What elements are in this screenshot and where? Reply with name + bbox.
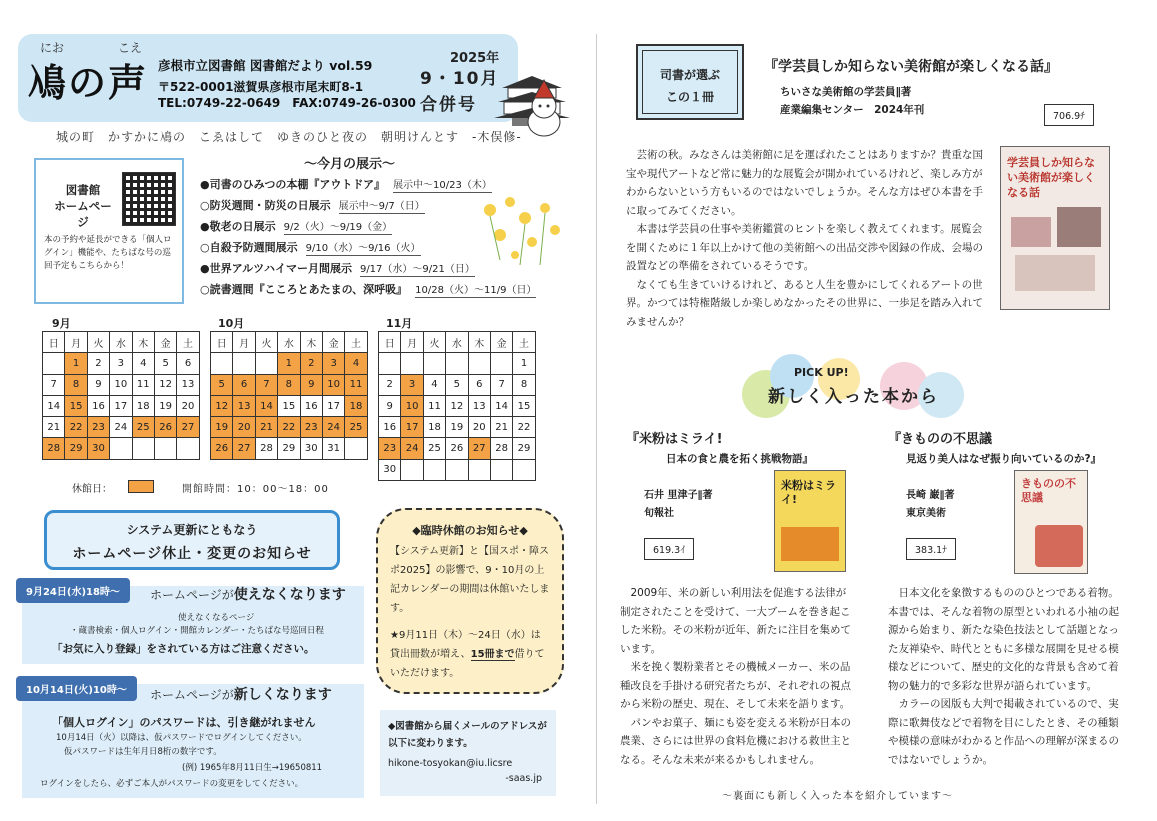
library-tel-fax: TEL:0749-22-0649 FAX:0749-26-0300 (158, 96, 416, 110)
book1-cover-title: 米粉はミライ! (781, 479, 836, 506)
calendar-day: 21 (43, 417, 65, 438)
calendar-day: 5 (211, 374, 233, 395)
calendar-day: 17 (401, 417, 423, 438)
calendar-weekday: 火 (255, 332, 277, 353)
calendar-day: 18 (345, 395, 367, 416)
calendar-weekday: 金 (322, 332, 344, 353)
exhibit-bullet: ● (200, 178, 210, 191)
calendar-day (423, 353, 445, 374)
calendar-day: 2 (379, 374, 401, 395)
calendar-day: 10 (401, 395, 423, 416)
calendar-day: 5 (154, 353, 176, 374)
exhibit-date: 9/2（火）～9/19（金） (283, 222, 393, 233)
calendar-day: 29 (278, 438, 300, 459)
calendar-oct-label: 10月 (218, 317, 245, 330)
calendar-day: 21 (255, 417, 277, 438)
book1-cover (774, 470, 846, 572)
homepage-qr-code[interactable] (122, 172, 176, 226)
calendar-day: 2 (87, 353, 109, 374)
calendar-day (255, 353, 277, 374)
exhibit-bullet: ● (200, 262, 210, 275)
calendar-day: 12 (211, 395, 233, 416)
calendar-day: 29 (65, 438, 87, 459)
calendar-day: 3 (322, 353, 344, 374)
calendar-day: 26 (446, 438, 468, 459)
calendar-weekday: 日 (43, 332, 65, 353)
librarian-pick-text: 芸術の秋。みなさんは美術館に足を運ばれたことはありますか？貴重な国宝や現代アートなど常に魅力的な展覧会が開かれているけれど、楽しみ方がわからないという方もいるのではないでしょうか。そんな方はぜひ本書を手に取ってみてください。 本書は学芸員の仕事や美術鑑賞のヒントを楽しく教えてくれます。展覧会を開くために１年以上かけて他の美術館への出品交渉や図録の作成、会場の設置などの準備をされているそうです。 なくても生きていけるけれど、あると人生を豊かにしてくれるアートの世界。かつては特権階級しか楽しめなかったその世界に、一歩足を踏み入れてみませんか？ (626, 149, 983, 328)
calendar-weekday: 水 (278, 332, 300, 353)
calendar-day: 12 (154, 374, 176, 395)
calendar-november (378, 331, 536, 481)
pickup-label: PICK UP! (794, 366, 849, 379)
calendar-day: 17 (322, 395, 344, 416)
book2-cover-title: きものの不思議 (1021, 477, 1076, 504)
calendar-day: 23 (300, 417, 322, 438)
calendar-weekday: 木 (468, 332, 490, 353)
calendar-day: 29 (513, 438, 535, 459)
footer-note: ～裏面にも新しく入った本を紹介しています～ (722, 791, 953, 802)
notice-block-1-title: ホームページが使えなくなります (150, 587, 346, 603)
calendar-day: 24 (322, 417, 344, 438)
library-address: 〒522-0001滋賀県彦根市尾末町8-1 (158, 80, 364, 94)
exhibit-item (200, 281, 590, 302)
notice-block-1-sub2: ・蔵書検索・個人ログイン・開館カレンダー・たちばな号巡回日程 (70, 626, 325, 636)
calendar-day: 3 (401, 374, 423, 395)
notice-block-1-date: 9月24日(水)18時～ (16, 578, 130, 603)
calendar-day: 8 (65, 374, 87, 395)
calendar-day: 8 (513, 374, 535, 395)
calendar-day: 28 (43, 438, 65, 459)
calendar-day: 26 (211, 438, 233, 459)
title-ruby-nio: にお (40, 41, 65, 55)
librarian-pick-cover-title: 学芸員しか知らない美術館が楽しくなる話 (1007, 156, 1095, 199)
calendar-day: 5 (446, 374, 468, 395)
calendar-day: 8 (278, 374, 300, 395)
calendar-weekday: 土 (345, 332, 367, 353)
calendar-day (154, 438, 176, 459)
book2-publisher: 東京美術 (906, 508, 946, 519)
calendar-day: 13 (177, 374, 199, 395)
calendar-day: 7 (255, 374, 277, 395)
notice-block-2-line2: 10月14日（火）以降は、仮パスワードでログインしてください。 (56, 733, 307, 743)
calendar-day: 30 (379, 459, 401, 480)
calendar-day: 6 (233, 374, 255, 395)
book2-text: 日本文化を象徴するもののひとつである着物。本書では、そんな着物の原型といわれる小袖の起源から始まり、新たな染色技法として話題となった友禅染や、時代とともに多様な展開を見せる模様などについて、歴史的文化的な背景も含めて着物の魅力的で多彩な世界が語られています。 カラーの図版も大判で掲載されているので、実際に歌舞伎などで着物を目にしたとき、その種類や模様の意味がわかると作品への理解が深まるのではないでしょうか。 (888, 587, 1119, 766)
calendar-day: 10 (110, 374, 132, 395)
issue-year: 2025年 (450, 51, 500, 66)
librarian-pick-call-number: 706.9ﾁ (1044, 104, 1094, 126)
calendar-day: 28 (490, 438, 512, 459)
calendar-day: 14 (255, 395, 277, 416)
calendar-weekday: 土 (177, 332, 199, 353)
calendar-weekday: 火 (87, 332, 109, 353)
homepage-box[interactable] (34, 158, 184, 304)
calendar-day: 9 (300, 374, 322, 395)
calendar-day: 23 (379, 438, 401, 459)
issue-combined: 合併号 (420, 95, 477, 115)
issue-months: 9・10月 (420, 69, 500, 89)
calendar-weekday: 月 (401, 332, 423, 353)
flower-decoration (470, 190, 570, 270)
calendar-day: 7 (490, 374, 512, 395)
exhibit-date: 展示中～9/7（日） (338, 201, 425, 212)
exhibit-name: 自殺予防週間展示 (209, 241, 298, 254)
notice-block-2-title: ホームページが新しくなります (150, 687, 332, 703)
calendar-day: 25 (345, 417, 367, 438)
book1-publisher: 旬報社 (644, 508, 674, 519)
calendar-day (513, 459, 535, 480)
calendar-day (446, 459, 468, 480)
calendar-day: 20 (233, 417, 255, 438)
calendar-day (43, 353, 65, 374)
calendar-weekday: 水 (446, 332, 468, 353)
notice-block-2-line3: 仮パスワードは生年月日8桁の数字です。 (64, 747, 222, 757)
book1-author: 石井 里津子∥著 (644, 490, 713, 501)
system-notice-heading (44, 510, 340, 570)
calendar-day: 30 (300, 438, 322, 459)
calendar-day: 21 (490, 417, 512, 438)
librarian-pick-publisher: 産業編集センター 2024年刊 (780, 104, 925, 116)
calendar-day: 2 (300, 353, 322, 374)
exhibits-title: ～今月の展示～ (304, 157, 396, 172)
calendar-day (468, 459, 490, 480)
calendar-day (233, 353, 255, 374)
exhibit-bullet: ○ (200, 283, 210, 296)
librarian-pick-author: ちいさな美術館の学芸員∥著 (780, 86, 912, 98)
calendar-weekday: 木 (132, 332, 154, 353)
calendar-day: 25 (423, 438, 445, 459)
exhibit-name: 防災週間・防災の日展示 (209, 199, 331, 212)
exhibit-date: 展示中～10/23（木） (393, 180, 492, 191)
calendar-day (490, 459, 512, 480)
calendar-day: 6 (177, 353, 199, 374)
legend-closed-swatch (128, 480, 154, 493)
calendar-day (110, 438, 132, 459)
mail-address-notice (380, 710, 556, 796)
calendar-day: 13 (233, 395, 255, 416)
calendar-day (177, 438, 199, 459)
exhibit-name: 世界アルツハイマー月間展示 (209, 262, 352, 275)
calendar-weekday: 火 (423, 332, 445, 353)
book1-subtitle: 日本の食と農を拓く挑戦物語』 (666, 453, 813, 465)
calendar-day: 14 (490, 395, 512, 416)
temp-closure-title: ◆臨時休館のお知らせ◆ (412, 524, 528, 537)
book1-title: 『米粉はミライ! (626, 432, 723, 447)
calendar-day: 16 (379, 417, 401, 438)
calendar-day (345, 438, 367, 459)
calendar-day: 11 (345, 374, 367, 395)
temp-closure-body: 【システム更新】と【国スポ・障スポ2025】の影響で、9・10月の上記カレンダーの期間は休館いたします。 (390, 546, 550, 614)
calendar-day: 16 (87, 395, 109, 416)
mail-notice-title: ◆図書館から届くメールのアドレスが以下に変わります。 (388, 721, 547, 749)
calendar-day: 4 (345, 353, 367, 374)
pickup-title: 新しく入った本から (768, 387, 939, 407)
calendar-day (423, 459, 445, 480)
calendar-nov-label: 11月 (386, 317, 413, 330)
temp-closure-lending: ★9月11日（木）～24日（水）は貸出冊数が増え、15冊まで借りていただけます。 (390, 630, 545, 679)
calendar-day: 17 (110, 395, 132, 416)
calendar-day: 22 (65, 417, 87, 438)
calendar-day: 6 (468, 374, 490, 395)
system-notice-line1: システム更新にともなう (126, 523, 258, 537)
calendar-day: 27 (468, 438, 490, 459)
calendar-day: 30 (87, 438, 109, 459)
calendar-day (211, 353, 233, 374)
calendar-weekday: 金 (154, 332, 176, 353)
calendar-day: 4 (423, 374, 445, 395)
librarian-pick-title: 『学芸員しか知らない美術館が楽しくなる話』 (764, 59, 1058, 75)
calendar-day: 22 (278, 417, 300, 438)
exhibit-name: 読書週間『こころとあたまの、深呼吸』 (209, 283, 408, 296)
opening-hours: 開館時間：10：00～18：00 (182, 484, 329, 495)
calendar-day: 1 (278, 353, 300, 374)
calendar-day (490, 353, 512, 374)
calendar-day (468, 353, 490, 374)
calendar-day: 3 (110, 353, 132, 374)
notice-block-1-sub1: 使えなくなるページ (178, 613, 255, 623)
homepage-title: 図書館 ホームページ (54, 183, 112, 229)
calendar-day: 1 (513, 353, 535, 374)
calendar-day: 11 (423, 395, 445, 416)
calendar-day: 16 (300, 395, 322, 416)
calendar-day: 15 (65, 395, 87, 416)
calendar-day: 19 (211, 417, 233, 438)
calendar-day (132, 438, 154, 459)
calendar-day: 26 (154, 417, 176, 438)
calendar-day (379, 353, 401, 374)
calendar-day: 11 (132, 374, 154, 395)
calendar-day: 24 (110, 417, 132, 438)
book1-call-number: 619.3ｲ (644, 538, 694, 560)
calendar-day: 4 (132, 353, 154, 374)
exhibit-name: 司書のひみつの本棚『アウトドア』 (209, 178, 386, 191)
librarian-pick-label2: この１冊 (665, 90, 714, 104)
newsletter-title: 鳰の声 (28, 61, 149, 105)
book2-author: 長崎 巌∥著 (906, 490, 955, 501)
newsletter-line: 彦根市立図書館 図書館だより vol.59 (158, 58, 373, 73)
notice-block-2-date: 10月14日(火)10時～ (16, 676, 137, 701)
homepage-description: 本の予約や延長ができる「個人ログイン」機能や、たちばな号の巡回予定もこちらから！ (44, 235, 172, 271)
book2-call-number: 383.1ﾅ (906, 538, 956, 560)
calendar-day: 22 (513, 417, 535, 438)
librarian-pick-badge (636, 44, 744, 120)
calendar-day (446, 353, 468, 374)
calendar-weekday: 日 (379, 332, 401, 353)
calendar-day: 19 (154, 395, 176, 416)
notice-block-2-line1: 「個人ログイン」のパスワードは、引き継がれません (52, 716, 316, 729)
calendar-day: 27 (177, 417, 199, 438)
temp-closure-notice (376, 508, 564, 694)
calendar-day: 14 (43, 395, 65, 416)
exhibit-date: 10/28（火）～11/9（日） (415, 285, 537, 296)
calendar-day: 20 (177, 395, 199, 416)
calendar-september (42, 331, 200, 460)
calendar-day: 18 (423, 417, 445, 438)
book2-cover (1014, 470, 1088, 574)
mail-address-line2: -saas.jp (505, 773, 542, 784)
exhibit-bullet: ○ (200, 199, 210, 212)
calendar-day: 13 (468, 395, 490, 416)
calendar-day: 20 (468, 417, 490, 438)
calendar-day: 15 (278, 395, 300, 416)
notice-block-2-line5: ログインをしたら、必ずご本人がパスワードの変更をしてください。 (40, 779, 304, 789)
calendar-day: 9 (379, 395, 401, 416)
exhibit-date: 9/10（水）～9/16（火） (305, 243, 421, 254)
calendar-day: 24 (401, 438, 423, 459)
notice-block-1-warning: 「お気に入り登録」をされている方はご注意ください。 (52, 643, 315, 655)
calendar-day: 7 (43, 374, 65, 395)
calendar-day: 15 (513, 395, 535, 416)
calendar-day: 12 (446, 395, 468, 416)
calendar-sep-label: 9月 (52, 317, 71, 330)
calendar-weekday: 日 (211, 332, 233, 353)
calendar-day: 10 (322, 374, 344, 395)
calendar-day: 23 (87, 417, 109, 438)
calendar-day: 1 (65, 353, 87, 374)
title-ruby-koe: こえ (118, 41, 143, 55)
librarian-pick-label1: 司書が選ぶ (659, 68, 720, 82)
book2-title: 『きものの不思議 (888, 432, 993, 447)
calendar-day: 25 (132, 417, 154, 438)
column-divider (596, 34, 597, 804)
calendar-day (401, 353, 423, 374)
book2-subtitle: 見返り美人はなぜ振り向いているのか?』 (906, 453, 1102, 465)
calendar-weekday: 金 (490, 332, 512, 353)
calendar-weekday: 月 (65, 332, 87, 353)
mail-address-line1: hikone-tosyokan@iu.licsre (388, 758, 513, 769)
calendar-day: 18 (132, 395, 154, 416)
calendar-weekday: 木 (300, 332, 322, 353)
notice-block-2-line4: (例) 1965年8月11日生→19650811 (182, 763, 323, 773)
calendar-weekday: 土 (513, 332, 535, 353)
calendar-day: 31 (322, 438, 344, 459)
calendar-weekday: 水 (110, 332, 132, 353)
calendar-day: 27 (233, 438, 255, 459)
calendar-october (210, 331, 368, 460)
exhibit-bullet: ● (200, 220, 210, 233)
calendar-day: 19 (446, 417, 468, 438)
exhibit-date: 9/17（水）～9/21（日） (359, 264, 475, 275)
book1-text: 2009年、米の新しい利用法を促進する法律が制定されたことを受けて、一大ブームを巻き起こした米粉。その米粉が近年、新たに注目を集めています。 米を挽く製粉業者とその機械メーカー、米の品種改良を手掛ける研究者たちが、それぞれの視点から米粉の歴史、現在、そして未来を語ります。 パンやお菓子、麺にも姿を変える米粉が日本の農業、さらには世界の食料危機における救世主となる。そんな未来が来るかもしれません。 (620, 587, 851, 766)
legend-closed-label: 休館日： (72, 484, 112, 495)
calendar-day: 28 (255, 438, 277, 459)
calendar-day: 9 (87, 374, 109, 395)
calendar-day (401, 459, 423, 480)
exhibit-name: 敬老の日展示 (209, 220, 276, 233)
system-notice-line2: ホームページ休止・変更のお知らせ (72, 546, 312, 562)
calendar-weekday: 月 (233, 332, 255, 353)
poem-line: 城の町 かすかに鳰の こゑはして ゆきのひと夜の 朝明けんとす -木俣修- (56, 130, 522, 144)
exhibit-bullet: ○ (200, 241, 210, 254)
librarian-pick-cover (1000, 146, 1110, 310)
